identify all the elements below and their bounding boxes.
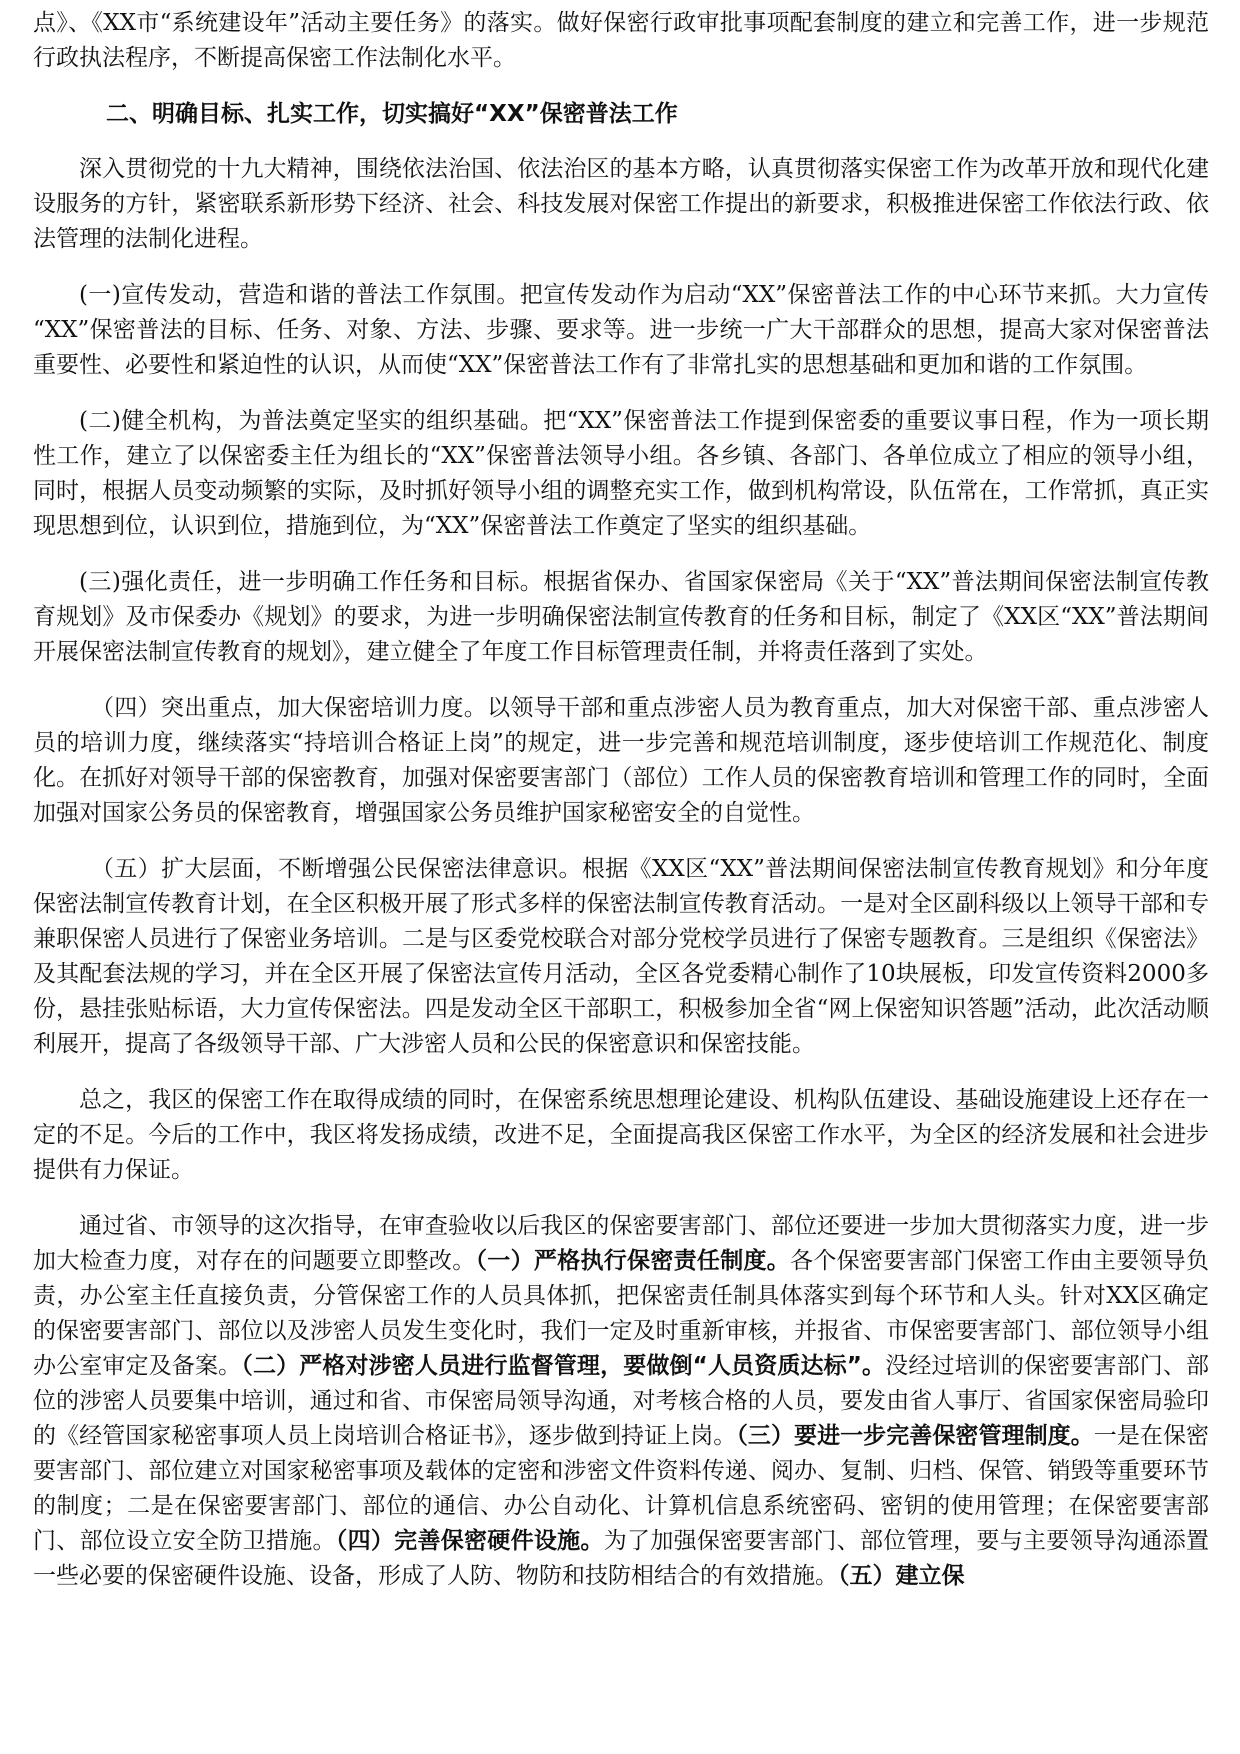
paragraph-intro: 深入贯彻党的十九大精神，围绕依法治国、依法治区的基本方略，认真贯彻落实保密工作为改革开放和现代化建设服务的方针，紧密联系新形势下经济、社会、科技发展对保密工作提出的新要求，积极推进保密工作依法行政、依法管理的法制化进程。 <box>33 156 1209 252</box>
bold-heading-2: （二）严格对涉密人员进行监督管理，要做倒“人员资质达标”。 <box>241 1353 886 1379</box>
bold-heading-5: （五）建立保 <box>838 1563 965 1589</box>
paragraph-rectification <box>33 1209 1209 1594</box>
rectification-text-1: 各个保密要害部门保密工作由主要领导负责，办公室主任直接负责，分管保密工作的人员具体抓，把保密责任制具体落实到每个环节和人头。针对XX区确定的保密要害部门、部位以及涉密人员发生变化时，我们一定及时重新审核，并报省、市保密要害部门、部位领导小组办公室审定及备案。 <box>33 1248 1210 1379</box>
bold-heading-4: （四）完善保密硬件设施。 <box>335 1528 604 1554</box>
rectification-text-2: 没经过培训的保密要害部门、部位的涉密人员要集中培训，通过和省、市保密局领导沟通，对考核合格的人员，要发由省人事厅、省国家保密局验印的《经管国家秘密事项人员上岗培训合格证书》，逐步做到持证上岗。 <box>33 1353 1210 1449</box>
paragraph-item-1: (一)宣传发动，营造和谐的普法工作氛围。把宣传发动作为启动“XX”保密普法工作的中心环节来抓。大力宣传 “XX”保密普法的目标、任务、对象、方法、步骤、要求等。进一步统一广大干部群众的思想，提高大家对保密普法重要性、必要性和紧迫性的认识，从而使“XX”保密普法工作有了非常扎实的思想基础和更加和谐的工作氛围。 <box>33 282 1209 378</box>
rectification-text-3: 一是在保密要害部门、部位建立对国家秘密事项及载体的定密和涉密文件资料传递、阅办、复制、归档、保管、销毁等重要环节的制度；二是在保密要害部门、部位的通信、办公自动化、计算机信息系统密码、密钥的使用管理；在保密要害部门、部位设立安全防卫措施。 <box>33 1423 1210 1554</box>
rectification-intro: 通过省、市领导的这次指导，在审查验收以后我区的保密要害部门、部位还要进一步加大贯彻落实力度，进一步加大检查力度，对存在的问题要立即整改。 <box>33 1213 1209 1274</box>
section-heading: 二、明确目标、扎实工作，切实搞好“XX”保密普法工作 <box>106 101 678 127</box>
bold-heading-3: （三）要进一步完善保密管理制度。 <box>736 1423 1094 1449</box>
paragraph-item-3: (三)强化责任，进一步明确工作任务和目标。根据省保办、省国家保密局《关于“XX”普法期间保密法制宣传教育规划》及市保委办《规划》的要求，为进一步明确保密法制宣传教育的任务和目标，制定了《XX区“XX”普法期间开展保密法制宣传教育的规划》，建立健全了年度工作目标管理责任制，并将责任落到了实处。 <box>33 569 1209 665</box>
paragraph-item-4: （四）突出重点，加大保密培训力度。以领导干部和重点涉密人员为教育重点，加大对保密干部、重点涉密人员的培训力度，继续落实“持培训合格证上岗”的规定，进一步完善和规范培训制度，逐步使培训工作规范化、制度化。在抓好对领导干部的保密教育，加强对保密要害部门（部位）工作人员的保密教育培训和管理工作的同时，全面加强对国家公务员的保密教育，增强国家公务员维护国家秘密安全的自觉性。 <box>33 695 1209 826</box>
rectification-text-4: 为了加强保密要害部门、部位管理，要与主要领导沟通添置一些必要的保密硬件设施、设备，形成了人防、物防和技防相结合的有效措施。 <box>33 1528 1210 1589</box>
paragraph-summary: 总之，我区的保密工作在取得成绩的同时，在保密系统思想理论建设、机构队伍建设、基础设施建设上还存在一定的不足。今后的工作中，我区将发扬成绩，改进不足，全面提高我区保密工作水平，为全区的经济发展和社会进步提供有力保证。 <box>33 1087 1209 1183</box>
paragraph-item-2: (二)健全机构，为普法奠定坚实的组织基础。把“XX”保密普法工作提到保密委的重要议事日程，作为一项长期性工作，建立了以保密委主任为组长的“XX”保密普法领导小组。各乡镇、各部门、各单位成立了相应的领导小组，同时，根据人员变动频繁的实际，及时抓好领导小组的调整充实工作，做到机构常设，队伍常在，工作常抓，真正实现思想到位，认识到位，措施到位，为“XX”保密普法工作奠定了坚实的组织基础。 <box>33 408 1209 539</box>
paragraph-item-5: （五）扩大层面，不断增强公民保密法律意识。根据《XX区“XX”普法期间保密法制宣传教育规划》和分年度保密法制宣传教育计划，在全区积极开展了形式多样的保密法制宣传教育活动。一是对全区副科级以上领导干部和专兼职保密人员进行了保密业务培训。二是与区委党校联合对部分党校学员进行了保密专题教育。三是组织《保密法》及其配套法规的学习，并在全区开展了保密法宣传月活动，全区各党委精心制作了10块展板，印发宣传资料2000多份，悬挂张贴标语，大力宣传保密法。四是发动全区干部职工，积极参加全省“网上保密知识答题”活动，此次活动顺利展开，提高了各级领导干部、广大涉密人员和公民的保密意识和保密技能。 <box>33 856 1209 1057</box>
paragraph-continued: 点》、《XX市“系统建设年”活动主要任务》的落实。做好保密行政审批事项配套制度的建立和完善工作，进一步规范行政执法程序，不断提高保密工作法制化水平。 <box>33 10 1209 71</box>
bold-heading-1: （一）严格执行保密责任制度。 <box>475 1248 791 1274</box>
